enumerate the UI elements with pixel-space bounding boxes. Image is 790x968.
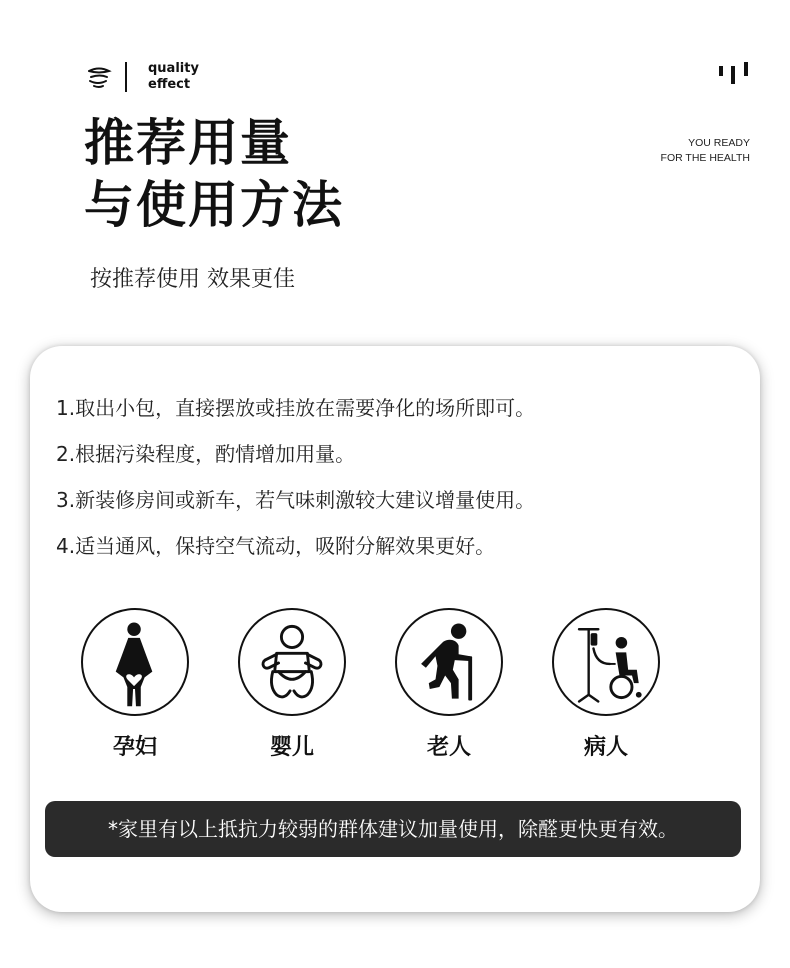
health-slogan: [661, 136, 750, 166]
group-patient: [548, 608, 664, 761]
brand-tagline: [148, 61, 199, 93]
group-baby: [234, 608, 350, 761]
instruction-list: [56, 396, 535, 580]
group-label: 病人: [583, 735, 628, 760]
slogan-line1: YOU READY: [688, 137, 750, 149]
page-subtitle: 按推荐使用 效果更佳: [90, 267, 295, 292]
cyclone-icon: [86, 65, 112, 91]
pregnant-woman-icon: [83, 610, 187, 714]
page-title: [84, 112, 344, 236]
elderly-person-icon: [397, 610, 501, 714]
group-pregnant-woman: [77, 608, 193, 761]
instruction-item-3: 3.新装修房间或新车，若气味刺激较大建议增量使用。: [56, 488, 536, 512]
pregnant-woman-icon-frame: [81, 608, 189, 716]
instruction-item-2: 2.根据污染程度，酌情增加用量。: [56, 442, 356, 466]
instructions-card: [30, 346, 760, 912]
group-label: 婴儿: [269, 735, 314, 760]
title-line2: 与使用方法: [84, 176, 344, 234]
group-elderly: [391, 608, 507, 761]
dosage-note-banner: *家里有以上抵抗力较弱的群体建议加量使用，除醛更快更有效。: [45, 801, 741, 857]
bars-icon: [718, 62, 750, 84]
group-label: 孕妇: [112, 735, 157, 760]
instruction-item-4: 4.适当通风，保持空气流动，吸附分解效果更好。: [56, 534, 496, 558]
brand-tagline-line2: effect: [148, 77, 191, 92]
logo-divider: [125, 62, 127, 92]
patient-wheelchair-icon: [554, 610, 658, 714]
title-line1: 推荐用量: [84, 114, 292, 172]
slogan-line2: FOR THE HEALTH: [660, 152, 750, 164]
group-label: 老人: [426, 735, 471, 760]
elderly-person-icon-frame: [395, 608, 503, 716]
brand-tagline-line1: quality: [148, 61, 199, 76]
patient-wheelchair-icon-frame: [552, 608, 660, 716]
baby-icon-frame: [238, 608, 346, 716]
instruction-item-1: 1.取出小包，直接摆放或挂放在需要净化的场所即可。: [56, 396, 536, 420]
vulnerable-groups: [77, 608, 667, 768]
baby-icon: [240, 610, 344, 714]
